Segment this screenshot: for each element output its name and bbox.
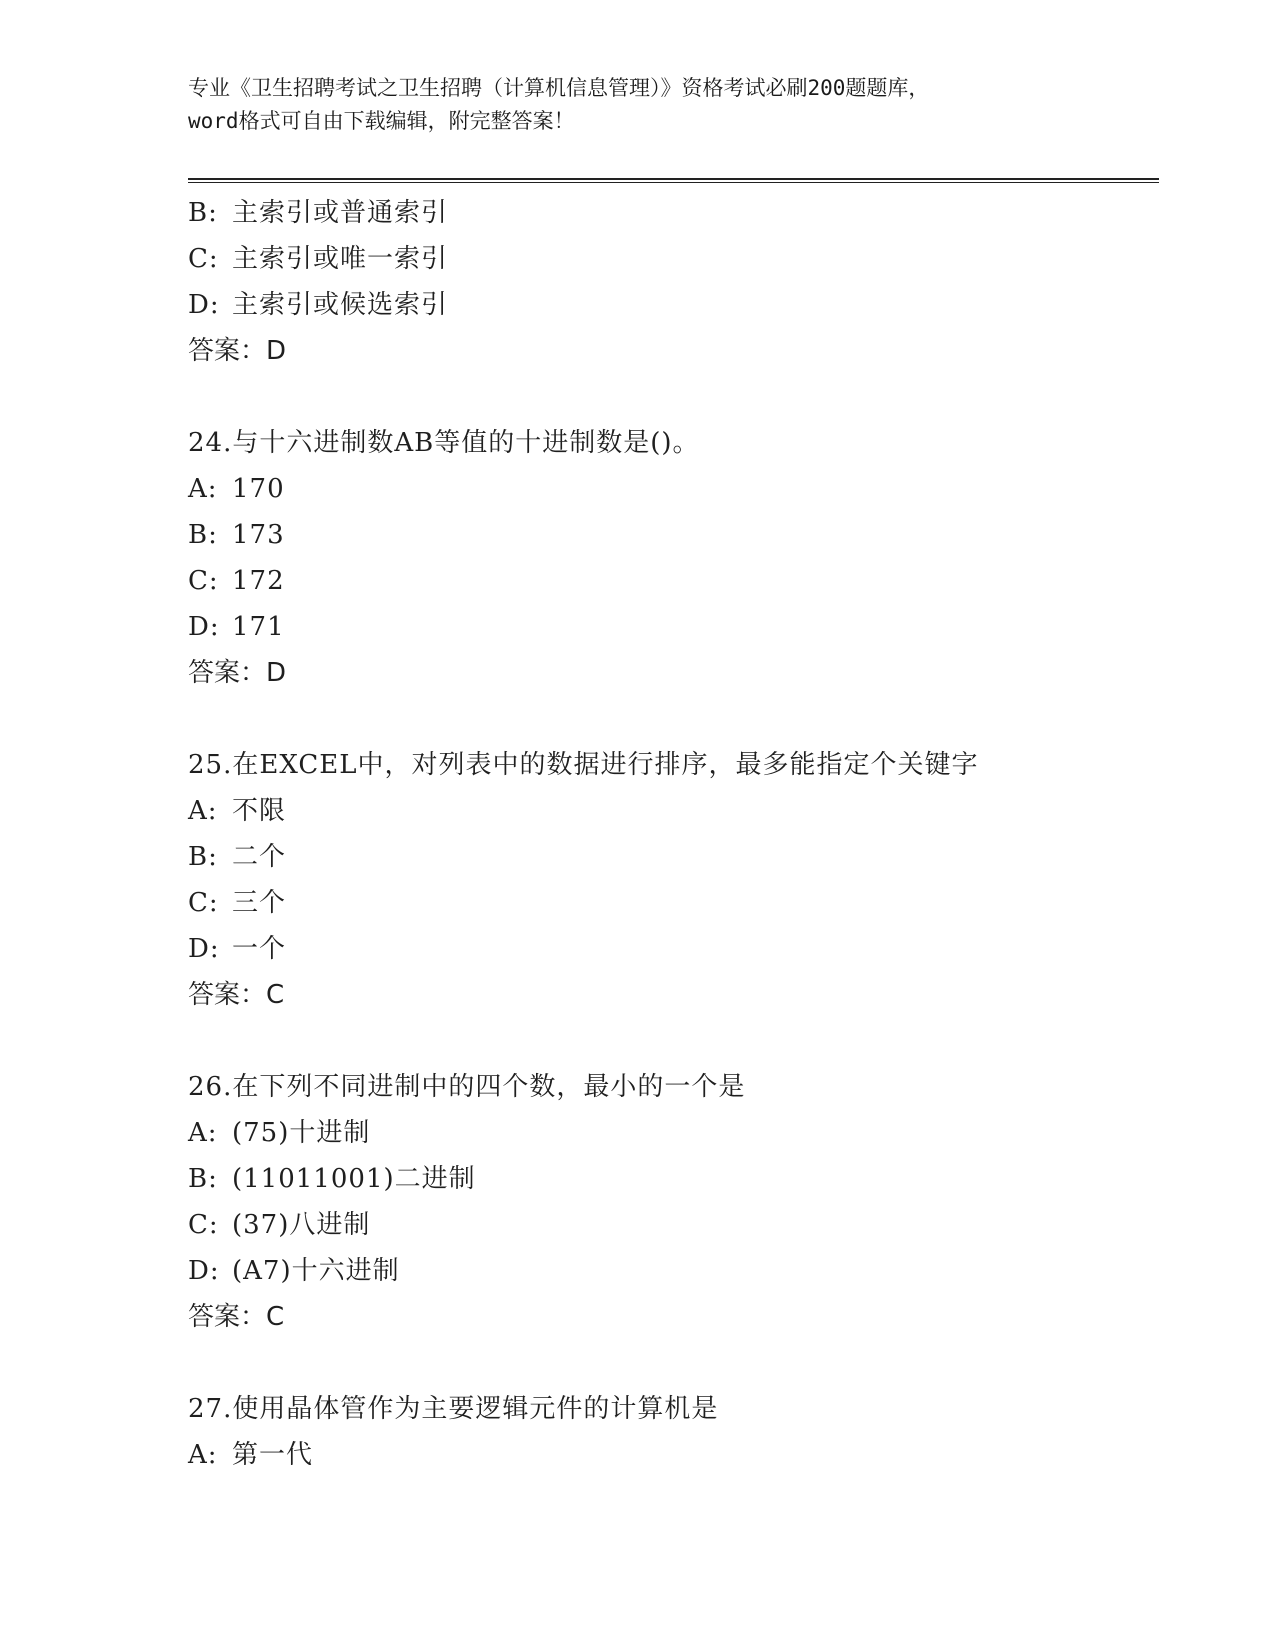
option-text: 三个	[232, 888, 287, 918]
option-text: (75)十进制	[232, 1118, 371, 1148]
option-text: (A7)十六进制	[232, 1256, 400, 1286]
option-b	[188, 190, 1148, 236]
option-letter: B:	[188, 198, 218, 228]
option-text: 一个	[232, 934, 287, 964]
header-line-1: 专业《卫生招聘考试之卫生招聘（计算机信息管理）》资格考试必刷200题题库，	[188, 76, 930, 100]
option-c	[188, 880, 1148, 926]
answer-line: 答案：D	[188, 336, 287, 366]
option-b	[188, 834, 1148, 880]
answer-line: 答案：C	[188, 980, 285, 1010]
option-letter: D:	[188, 290, 220, 320]
option-d	[188, 926, 1148, 972]
option-b	[188, 512, 1148, 558]
option-letter: C:	[188, 888, 219, 918]
spacer	[188, 374, 1148, 420]
option-b	[188, 1156, 1148, 1202]
option-text: 主索引或普通索引	[232, 198, 449, 228]
document-header	[188, 72, 1088, 138]
answer-line: 答案：C	[188, 1302, 285, 1332]
option-d	[188, 604, 1148, 650]
option-text: 171	[232, 612, 285, 642]
question-stem: 26.在下列不同进制中的四个数，最小的一个是	[188, 1072, 746, 1102]
spacer	[188, 1018, 1148, 1064]
option-a	[188, 788, 1148, 834]
option-a	[188, 1432, 1148, 1478]
question-list	[188, 190, 1148, 1478]
option-letter: B:	[188, 1164, 218, 1194]
option-letter: A:	[188, 796, 218, 826]
header-line-2: word格式可自由下载编辑，附完整答案！	[188, 109, 575, 133]
spacer	[188, 696, 1148, 742]
option-text: 173	[232, 520, 285, 550]
option-d	[188, 1248, 1148, 1294]
question-block-23	[188, 190, 1148, 374]
question-block-24	[188, 420, 1148, 696]
option-text: 不限	[232, 796, 287, 826]
option-letter: A:	[188, 474, 218, 504]
option-letter: B:	[188, 842, 218, 872]
option-letter: C:	[188, 566, 219, 596]
question-block-27	[188, 1386, 1148, 1478]
option-letter: A:	[188, 1440, 218, 1470]
option-d	[188, 282, 1148, 328]
spacer	[188, 1340, 1148, 1386]
option-letter: D:	[188, 934, 220, 964]
option-c	[188, 1202, 1148, 1248]
question-stem: 24.与十六进制数AB等值的十进制数是()。	[188, 428, 700, 458]
option-a	[188, 1110, 1148, 1156]
option-letter: D:	[188, 612, 220, 642]
header-divider	[188, 178, 1159, 183]
option-c	[188, 558, 1148, 604]
option-text: 第一代	[232, 1440, 314, 1470]
option-letter: C:	[188, 1210, 219, 1240]
option-text: 170	[232, 474, 285, 504]
option-text: (11011001)二进制	[232, 1164, 476, 1194]
question-block-25	[188, 742, 1148, 1018]
option-text: 主索引或候选索引	[232, 290, 449, 320]
option-letter: B:	[188, 520, 218, 550]
option-letter: D:	[188, 1256, 220, 1286]
option-letter: A:	[188, 1118, 218, 1148]
option-text: (37)八进制	[232, 1210, 371, 1240]
option-letter: C:	[188, 244, 219, 274]
option-c	[188, 236, 1148, 282]
question-block-26	[188, 1064, 1148, 1340]
question-stem: 25.在EXCEL中，对列表中的数据进行排序，最多能指定个关键字	[188, 750, 979, 780]
answer-line: 答案：D	[188, 658, 287, 688]
option-a	[188, 466, 1148, 512]
option-text: 172	[232, 566, 285, 596]
option-text: 二个	[232, 842, 287, 872]
question-stem: 27.使用晶体管作为主要逻辑元件的计算机是	[188, 1394, 719, 1424]
option-text: 主索引或唯一索引	[232, 244, 449, 274]
